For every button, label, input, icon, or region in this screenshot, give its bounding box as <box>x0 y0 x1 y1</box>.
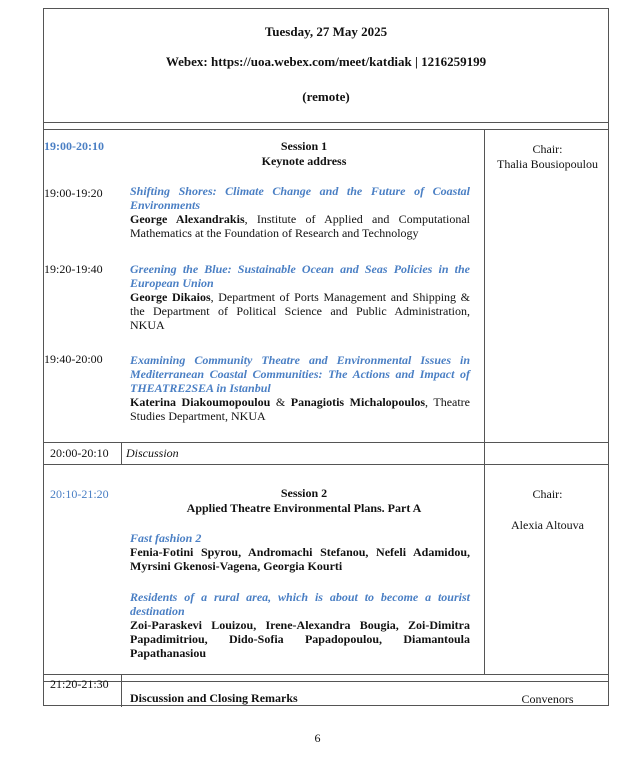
talk-authors <box>130 395 470 423</box>
talk-title: Greening the Blue: Sustainable Ocean and Seas Policies in the European Union <box>130 262 470 290</box>
talk-time: 19:40-20:00 <box>44 352 103 366</box>
column-divider <box>121 674 122 707</box>
closing-chair: Convenors <box>521 692 574 706</box>
webex-link[interactable]: Webex: https://uoa.webex.com/meet/katdiak | 1216259199 <box>165 54 487 69</box>
session2-title: Session 2 <box>280 486 328 500</box>
speaker-affiliation: , Theatre Studies Department, NKUA <box>130 395 471 423</box>
speaker-affiliation: , Institute of Applied and Computational Mathematics at the Foundation of Research and Technology <box>130 212 470 240</box>
row-divider <box>44 442 608 443</box>
speaker-affiliation: , Department of Ports Management and Shipping & the Department of Political Science and Public Administration, NKUA <box>130 290 470 332</box>
session1-subtitle: Keynote address <box>261 154 347 168</box>
discussion-label: Discussion <box>126 446 179 460</box>
talk-block <box>130 262 470 332</box>
talk-title: Examining Community Theatre and Environmental Issues in Mediterranean Coastal Communities: The Actions and Impact of THEATRE2SEA in Istanbul <box>130 353 470 395</box>
talk-title: Fast fashion 2 <box>130 531 202 545</box>
talk-authors: Zoi-Paraskevi Louizou, Irene-Alexandra Bougia, Zoi-Dimitra Papadimitriou, Dido-Sofia Papadopoulou, Diamantoula Papathanasiou <box>130 618 470 660</box>
row-divider <box>44 122 608 123</box>
session1-time: 19:00-20:10 <box>44 139 104 153</box>
speaker-name: George Alexandrakis <box>130 212 245 226</box>
speaker-name: Panagiotis Michalopoulos <box>290 395 426 409</box>
closing-time: 21:20-21:30 <box>50 677 109 691</box>
talk-block <box>130 184 470 240</box>
talk-title: Residents of a rural area, which is about to become a tourist destination <box>130 590 470 618</box>
talk-time: 19:00-19:20 <box>44 186 103 200</box>
schedule-table <box>43 8 609 706</box>
talk-authors <box>130 212 470 240</box>
talk-time: 19:20-19:40 <box>44 262 103 276</box>
talk-block <box>130 353 470 423</box>
talk-block <box>130 590 470 660</box>
session1-chair-label: Chair: <box>532 142 563 156</box>
session2-time: 20:10-21:20 <box>50 487 109 501</box>
session2-subtitle: Applied Theatre Environmental Plans. Part A <box>186 501 422 515</box>
session2-chair-label: Chair: <box>532 487 563 501</box>
row-divider <box>44 674 608 675</box>
date-heading: Tuesday, 27 May 2025 <box>264 24 388 39</box>
talk-block <box>130 531 470 573</box>
closing-label: Discussion and Closing Remarks <box>130 691 298 705</box>
speaker-name: George Dikaios <box>130 290 211 304</box>
session1-title: Session 1 <box>280 139 328 153</box>
talk-title: Shifting Shores: Climate Change and the Future of Coastal Environments <box>130 184 470 212</box>
row-divider <box>44 681 608 682</box>
conjunction: & <box>270 395 291 409</box>
talk-authors <box>130 290 470 332</box>
discussion-time: 20:00-20:10 <box>50 446 109 460</box>
session2-chair-name: Alexia Altouva <box>511 518 584 532</box>
column-divider <box>121 442 122 464</box>
session1-chair-name: Thalia Bousiopoulou <box>497 157 598 171</box>
row-divider <box>44 464 608 465</box>
row-divider <box>44 129 608 130</box>
talk-authors: Fenia-Fotini Spyrou, Andromachi Stefanou, Nefeli Adamidou, Myrsini Gkenosi-Vagena, Georgia Kourti <box>130 545 470 573</box>
speaker-name: Katerina Diakoumopoulou <box>130 395 271 409</box>
column-divider <box>484 129 485 674</box>
remote-note: (remote) <box>302 89 350 104</box>
page-number: 6 <box>314 731 321 745</box>
